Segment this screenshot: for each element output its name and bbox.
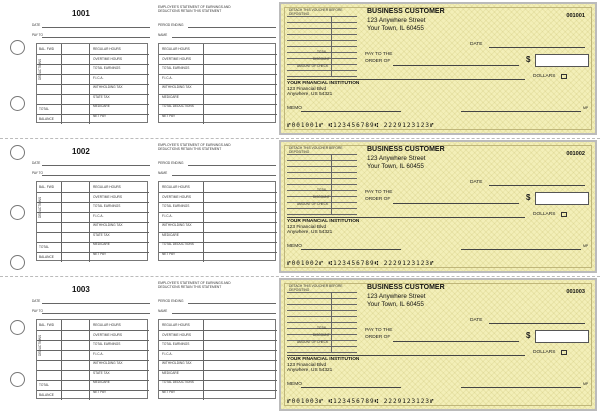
period-ending-line [188, 303, 276, 304]
name-line [172, 37, 276, 38]
voucher-line [287, 292, 357, 293]
business-name: BUSINESS CUSTOMER [367, 146, 445, 153]
voucher-line [287, 322, 357, 323]
voucher-line [287, 178, 357, 179]
payee-line[interactable] [393, 341, 519, 342]
statement-note: EMPLOYEE'S STATEMENT OF EARNINGS AND DEDUCTIONS RETAIN THIS STATEMENT [158, 143, 231, 151]
memo-label: MEMO [287, 244, 302, 249]
stub-row-line [159, 202, 277, 203]
voucher-line [287, 22, 357, 23]
stub-left-item: OVERTIME HOURS [93, 56, 122, 61]
check-number: 001001 [566, 13, 585, 19]
business-address-1: 123 Anywhere Street [367, 155, 426, 162]
bank-address-1: 123 Financial Blvd [287, 362, 327, 368]
order-of-label: ORDER OF [365, 197, 391, 202]
stub-date-line [42, 303, 150, 304]
stub-left-item: STATE TAX [93, 232, 110, 237]
memo-line[interactable] [301, 387, 401, 388]
voucher-line [287, 160, 357, 161]
stub-right-item: TOTAL DEDUCTIONS [162, 242, 194, 246]
business-name: BUSINESS CUSTOMER [367, 284, 445, 291]
bal-fwd-label: BAL. FWD [39, 47, 55, 51]
stub-payto-label: PAY TO [32, 309, 44, 313]
business-address-1: 123 Anywhere Street [367, 293, 426, 300]
stub-right-item: WITHHOLDING TAX [162, 85, 192, 89]
period-ending-line [188, 27, 276, 28]
stub-payto-line [42, 175, 150, 176]
amount-words-line[interactable] [287, 217, 525, 218]
voucher-discount: DISCOUNT [313, 333, 330, 337]
stub-row-line [159, 74, 277, 75]
micr-line: ⑈001002⑈ ⑆123456789⑆ 2229123123⑈ [287, 260, 435, 267]
voucher-line [287, 70, 357, 71]
total-label: TOTAL [39, 383, 49, 387]
mp-label: MP [583, 244, 589, 248]
voucher-line [287, 16, 357, 17]
stub-date-label: DATE [32, 161, 41, 165]
voucher-total: TOTAL [317, 50, 327, 54]
voucher-line [287, 346, 357, 347]
business-address-1: 123 Anywhere Street [367, 17, 426, 24]
stub-row-line [159, 390, 277, 391]
stub-number: 1002 [72, 147, 90, 156]
stub-date-label: DATE [32, 299, 41, 303]
bank-block [287, 357, 359, 374]
voucher-total: TOTAL [317, 326, 327, 330]
dollars-label: DOLLARS [533, 350, 556, 355]
bank-block [287, 219, 359, 236]
stub-payto-label: PAY TO [32, 33, 44, 37]
stub-right-item: MEDICARE [162, 94, 179, 99]
date-label: DATE [470, 180, 483, 185]
memo-line[interactable] [301, 111, 401, 112]
stub-row-line [37, 64, 149, 65]
voucher-line [287, 28, 357, 29]
stub-left-item: OVERTIME HOURS [93, 332, 122, 337]
stub-left-item: OVERTIME HOURS [93, 194, 122, 199]
stub-left-table [36, 319, 148, 399]
security-lock-icon [561, 212, 567, 217]
amount-box[interactable] [535, 54, 589, 67]
stub-right-item: F.I.C.A. [162, 351, 173, 356]
binder-hole [10, 145, 25, 160]
payee-line[interactable] [393, 65, 519, 66]
stub-left-item: REGULAR HOURS [93, 185, 121, 189]
binder-hole [10, 96, 25, 111]
stub-right-item: MEDICARE [162, 370, 179, 375]
deductions-header: DEDUCTIONS [38, 58, 42, 80]
binder-hole [10, 255, 25, 270]
stub-right-item: F.I.C.A. [162, 75, 173, 80]
dollar-sign: $ [526, 193, 531, 202]
voucher-header: DETACH THIS VOUCHER BEFORE DEPOSITING [289, 284, 343, 292]
stub-right-table [158, 181, 276, 261]
pay-to-label: PAY TO THE [365, 328, 393, 333]
paystub [30, 3, 278, 133]
memo-label: MEMO [287, 106, 302, 111]
stub-row-line [37, 192, 149, 193]
stub-left-item: F.I.C.A. [93, 213, 104, 218]
bank-address-2: Anywhere, US 54321 [287, 368, 333, 374]
business-address-2: Your Town, IL 60455 [367, 163, 424, 170]
voucher-line [287, 208, 357, 209]
stub-row-line [159, 340, 277, 341]
stub-left-table [36, 181, 148, 261]
check-number: 001002 [566, 151, 585, 157]
stub-right-item: TOTAL EARNINGS [162, 66, 190, 70]
bank-address-2: Anywhere, US 54321 [287, 230, 333, 236]
pay-to-label: PAY TO THE [365, 190, 393, 195]
name-line [172, 313, 276, 314]
deductions-header: DEDUCTIONS [38, 196, 42, 218]
date-label: DATE [470, 318, 483, 323]
stub-left-item: WITHHOLDING TAX [93, 361, 123, 365]
voucher-line [287, 352, 357, 353]
stub-right-item: OVERTIME HOURS [162, 332, 191, 337]
check [279, 140, 597, 273]
voucher-line [287, 154, 357, 155]
stub-payto-label: PAY TO [32, 171, 44, 175]
stub-right-item: MEDICARE [162, 232, 179, 237]
amount-box[interactable] [535, 330, 589, 343]
stub-left-item: WITHHOLDING TAX [93, 223, 123, 227]
binder-hole [10, 372, 25, 387]
total-label: TOTAL [39, 107, 49, 111]
stub-left-item: NET PAY [93, 251, 107, 256]
voucher-vline [331, 292, 332, 352]
balance-label: BALANCE [39, 393, 54, 397]
voucher-amount: AMOUNT OF CHECK [297, 340, 329, 344]
voucher-amount: AMOUNT OF CHECK [297, 202, 329, 206]
balance-label: BALANCE [39, 117, 54, 121]
business-address-2: Your Town, IL 60455 [367, 301, 424, 308]
stub-right-item: REGULAR HOURS [162, 323, 190, 327]
stub-number: 1001 [72, 9, 90, 18]
stub-right-item: TOTAL DEDUCTIONS [162, 380, 194, 384]
bal-fwd-label: BAL. FWD [39, 185, 55, 189]
period-ending-label: PERIOD ENDING [158, 299, 184, 303]
paystub [30, 141, 278, 271]
stub-right-item: REGULAR HOURS [162, 185, 190, 189]
voucher-header: DETACH THIS VOUCHER BEFORE DEPOSITING [289, 8, 343, 16]
stub-right-table [158, 43, 276, 123]
perforation-line [0, 276, 600, 277]
stub-row-line [159, 54, 277, 55]
dollar-sign: $ [526, 55, 531, 64]
stub-right-item: TOTAL EARNINGS [162, 342, 190, 346]
period-ending-line [188, 165, 276, 166]
stub-right-item: REGULAR HOURS [162, 47, 190, 51]
voucher-line [287, 166, 357, 167]
stub-row-line [159, 212, 277, 213]
stub-date-line [42, 27, 150, 28]
stub-left-item: STATE TAX [93, 370, 110, 375]
stub-left-item: NET PAY [93, 113, 107, 118]
stub-left-item: MEDICARE [93, 380, 110, 384]
stub-row-line [37, 340, 149, 341]
stub-left-item: MEDICARE [93, 104, 110, 108]
stub-left-item: TOTAL EARNINGS [93, 66, 121, 70]
statement-note: EMPLOYEE'S STATEMENT OF EARNINGS AND DEDUCTIONS RETAIN THIS STATEMENT [158, 5, 231, 13]
signature-line[interactable] [461, 111, 581, 112]
dollars-label: DOLLARS [533, 74, 556, 79]
memo-label: MEMO [287, 382, 302, 387]
bank-address-1: 123 Financial Blvd [287, 86, 327, 92]
stub-row-line [37, 202, 149, 203]
period-ending-label: PERIOD ENDING [158, 161, 184, 165]
security-lock-icon [561, 74, 567, 79]
bank-address-1: 123 Financial Blvd [287, 224, 327, 230]
dollars-label: DOLLARS [533, 212, 556, 217]
voucher-vline [331, 154, 332, 214]
name-label: NAME [158, 171, 168, 175]
date-line[interactable] [489, 47, 585, 48]
name-line [172, 175, 276, 176]
paystub [30, 279, 278, 409]
stub-left-item: F.I.C.A. [93, 351, 104, 356]
stub-left-item: TOTAL EARNINGS [93, 204, 121, 208]
amount-box[interactable] [535, 192, 589, 205]
period-ending-label: PERIOD ENDING [158, 23, 184, 27]
voucher-line [287, 76, 357, 77]
bal-fwd-label: BAL. FWD [39, 323, 55, 327]
stub-right-item: WITHHOLDING TAX [162, 361, 192, 365]
bank-name: YOUR FINANCIAL INSTITUTION [287, 81, 360, 86]
statement-note: EMPLOYEE'S STATEMENT OF EARNINGS AND DEDUCTIONS RETAIN THIS STATEMENT [158, 281, 231, 289]
stub-left-item: MEDICARE [93, 242, 110, 246]
stub-row-line [37, 54, 149, 55]
stub-date-label: DATE [32, 23, 41, 27]
memo-line[interactable] [301, 249, 401, 250]
check [279, 278, 597, 411]
voucher-line [287, 34, 357, 35]
voucher-line [287, 304, 357, 305]
pay-to-label: PAY TO THE [365, 52, 393, 57]
name-label: NAME [158, 33, 168, 37]
bank-name: YOUR FINANCIAL INSTITUTION [287, 219, 360, 224]
stub-right-item: TOTAL DEDUCTIONS [162, 104, 194, 108]
stub-right-item: F.I.C.A. [162, 213, 173, 218]
binder-hole [10, 40, 25, 55]
bank-name: YOUR FINANCIAL INSTITUTION [287, 357, 360, 362]
dollar-sign: $ [526, 331, 531, 340]
deductions-header: DEDUCTIONS [38, 334, 42, 356]
stub-right-item: OVERTIME HOURS [162, 194, 191, 199]
voucher-line [287, 172, 357, 173]
stub-left-item: NET PAY [93, 389, 107, 394]
business-name: BUSINESS CUSTOMER [367, 8, 445, 15]
stub-row-line [159, 114, 277, 115]
date-line[interactable] [489, 185, 585, 186]
balance-label: BALANCE [39, 255, 54, 259]
stub-right-table [158, 319, 276, 399]
stub-row-line [159, 350, 277, 351]
check-voucher-box [287, 284, 357, 358]
bank-address-2: Anywhere, US 54321 [287, 92, 333, 98]
bank-block [287, 81, 359, 98]
security-lock-icon [561, 350, 567, 355]
stub-right-item: NET PAY [162, 251, 176, 256]
voucher-line [287, 310, 357, 311]
payee-line[interactable] [393, 203, 519, 204]
stub-payto-line [42, 37, 150, 38]
signature-line[interactable] [461, 387, 581, 388]
voucher-line [287, 184, 357, 185]
voucher-line [287, 214, 357, 215]
amount-words-line[interactable] [287, 79, 525, 80]
stub-left-item: F.I.C.A. [93, 75, 104, 80]
date-line[interactable] [489, 323, 585, 324]
stub-left-table [36, 43, 148, 123]
stub-left-item: REGULAR HOURS [93, 47, 121, 51]
stub-left-item: REGULAR HOURS [93, 323, 121, 327]
order-of-label: ORDER OF [365, 335, 391, 340]
voucher-line [287, 40, 357, 41]
check-voucher-box [287, 146, 357, 220]
stub-right-item: NET PAY [162, 113, 176, 118]
stub-right-item: NET PAY [162, 389, 176, 394]
stub-row-line [37, 330, 149, 331]
mp-label: MP [583, 382, 589, 386]
check [279, 2, 597, 135]
total-label: TOTAL [39, 245, 49, 249]
voucher-amount: AMOUNT OF CHECK [297, 64, 329, 68]
perforation-line [0, 138, 600, 139]
stub-right-item: TOTAL EARNINGS [162, 204, 190, 208]
business-address-2: Your Town, IL 60455 [367, 25, 424, 32]
stub-right-item: OVERTIME HOURS [162, 56, 191, 61]
stub-right-item: WITHHOLDING TAX [162, 223, 192, 227]
check-number: 001003 [566, 289, 585, 295]
name-label: NAME [158, 309, 168, 313]
micr-line: ⑈001001⑈ ⑆123456789⑆ 2229123123⑈ [287, 122, 435, 129]
binder-hole [10, 320, 25, 335]
voucher-total: TOTAL [317, 188, 327, 192]
stub-number: 1003 [72, 285, 90, 294]
voucher-discount: DISCOUNT [313, 195, 330, 199]
stub-left-item: WITHHOLDING TAX [93, 85, 123, 89]
voucher-vline [331, 16, 332, 76]
order-of-label: ORDER OF [365, 59, 391, 64]
stub-left-item: STATE TAX [93, 94, 110, 99]
stub-row-line [159, 192, 277, 193]
check-voucher-box [287, 8, 357, 82]
amount-words-line[interactable] [287, 355, 525, 356]
stub-payto-line [42, 313, 150, 314]
mp-label: MP [583, 106, 589, 110]
voucher-discount: DISCOUNT [313, 57, 330, 61]
stub-row-line [159, 64, 277, 65]
binder-hole [10, 205, 25, 220]
voucher-line [287, 316, 357, 317]
stub-date-line [42, 165, 150, 166]
date-label: DATE [470, 42, 483, 47]
voucher-line [287, 46, 357, 47]
stub-row-line [159, 252, 277, 253]
signature-line[interactable] [461, 249, 581, 250]
stub-row-line [159, 330, 277, 331]
stub-left-item: TOTAL EARNINGS [93, 342, 121, 346]
voucher-header: DETACH THIS VOUCHER BEFORE DEPOSITING [289, 146, 343, 154]
micr-line: ⑈001003⑈ ⑆123456789⑆ 2229123123⑈ [287, 398, 435, 405]
voucher-line [287, 298, 357, 299]
